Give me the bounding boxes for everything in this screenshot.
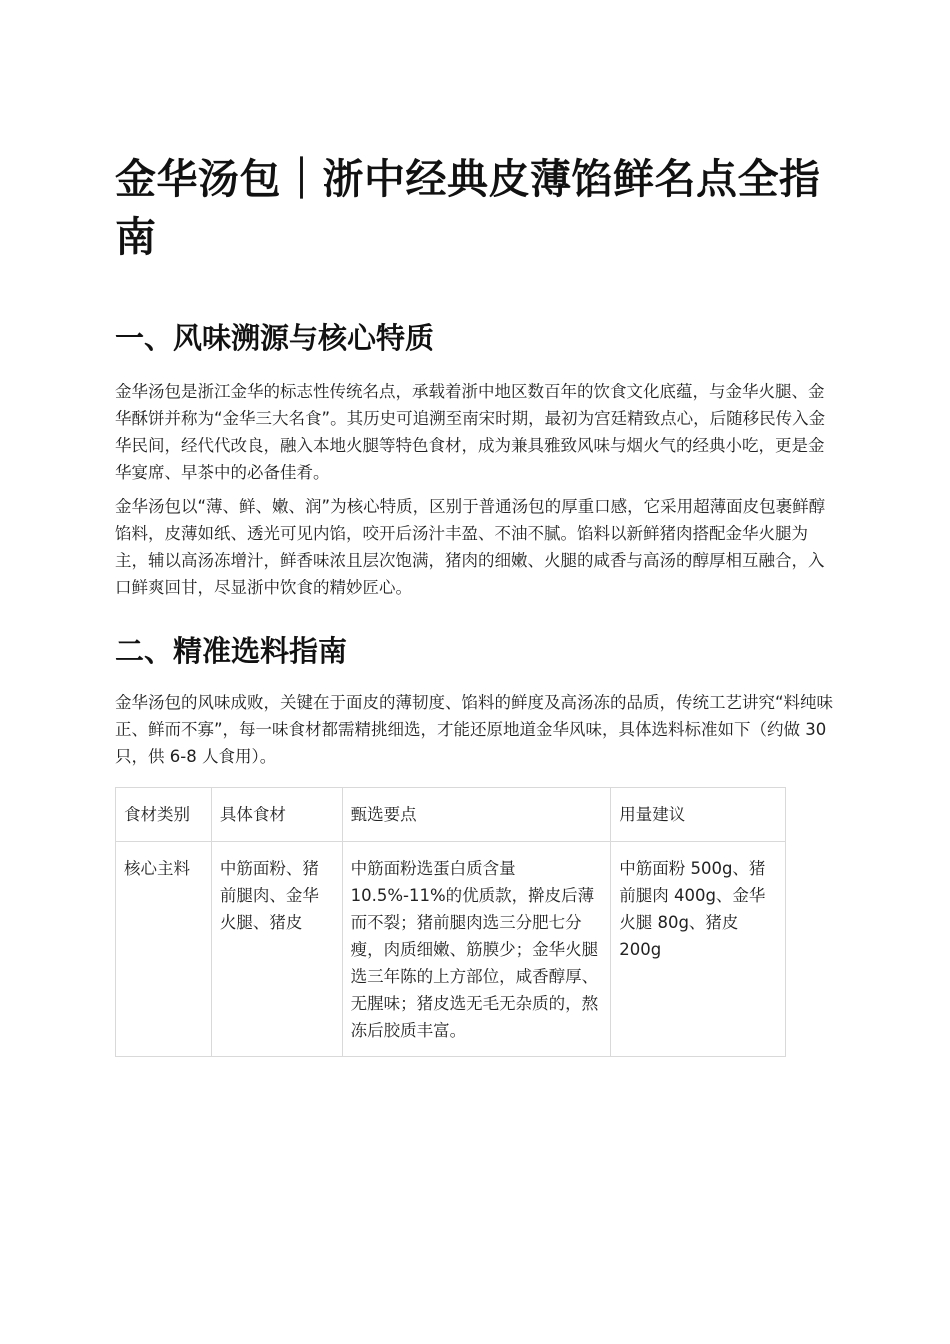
table-cell-ingredients: 中筋面粉、猪前腿肉、金华火腿、猪皮 xyxy=(211,842,342,1057)
section-heading-ingredients: 二、精准选料指南 xyxy=(115,634,348,668)
paragraph-origin-history: 金华汤包是浙江金华的标志性传统名点，承载着浙中地区数百年的饮食文化底蕴，与金华火腿、金华酥饼并称为“金华三大名食”。其历史可追溯至南宋时期，最初为宫廷精致点心，后随移民传入金华民间，经代代改良，融入本地火腿等特色食材，成为兼具雅致风味与烟火气的经典小吃，更是金华宴席、早茶中的必备佳肴。 xyxy=(115,382,826,482)
table-header-row xyxy=(116,788,786,842)
table-header-category: 食材类别 xyxy=(116,788,212,842)
ingredients-table xyxy=(115,787,786,1057)
table-cell-quantity: 中筋面粉 500g、猪前腿肉 400g、金华火腿 80g、猪皮 200g xyxy=(611,842,786,1057)
page-title: 金华汤包｜浙中经典皮薄馅鲜名点全指南 xyxy=(115,155,821,261)
table-cell-category: 核心主料 xyxy=(116,842,212,1057)
section-heading-origin: 一、风味溯源与核心特质 xyxy=(115,321,435,355)
table-header-selection: 甄选要点 xyxy=(342,788,611,842)
table-row xyxy=(116,842,786,1057)
table-cell-selection: 中筋面粉选蛋白质含量 10.5%-11%的优质款，擀皮后薄而不裂；猪前腿肉选三分肥七分瘦，肉质细嫩、筋膜少；金华火腿选三年陈的上方部位，咸香醇厚、无腥味；猪皮选无毛无杂质的，熬冻后胶质丰富。 xyxy=(342,842,611,1057)
table-header-ingredients: 具体食材 xyxy=(211,788,342,842)
paragraph-ingredients-intro: 金华汤包的风味成败，关键在于面皮的薄韧度、馅料的鲜度及高汤冻的品质，传统工艺讲究“料纯味正、鲜而不寡”，每一味食材都需精挑细选，才能还原地道金华风味，具体选料标准如下（约做 30 只，供 6-8 人食用）。 xyxy=(115,693,834,766)
document-page xyxy=(115,150,837,1057)
paragraph-origin-traits: 金华汤包以“薄、鲜、嫩、润”为核心特质，区别于普通汤包的厚重口感，它采用超薄面皮包裹鲜醇馅料，皮薄如纸、透光可见内馅，咬开后汤汁丰盈、不油不腻。馅料以新鲜猪肉搭配金华火腿为主，辅以高汤冻增汁，鲜香味浓且层次饱满，猪肉的细嫩、火腿的咸香与高汤的醇厚相互融合，入口鲜爽回甘，尽显浙中饮食的精妙匠心。 xyxy=(115,497,826,597)
table-header-quantity: 用量建议 xyxy=(611,788,786,842)
